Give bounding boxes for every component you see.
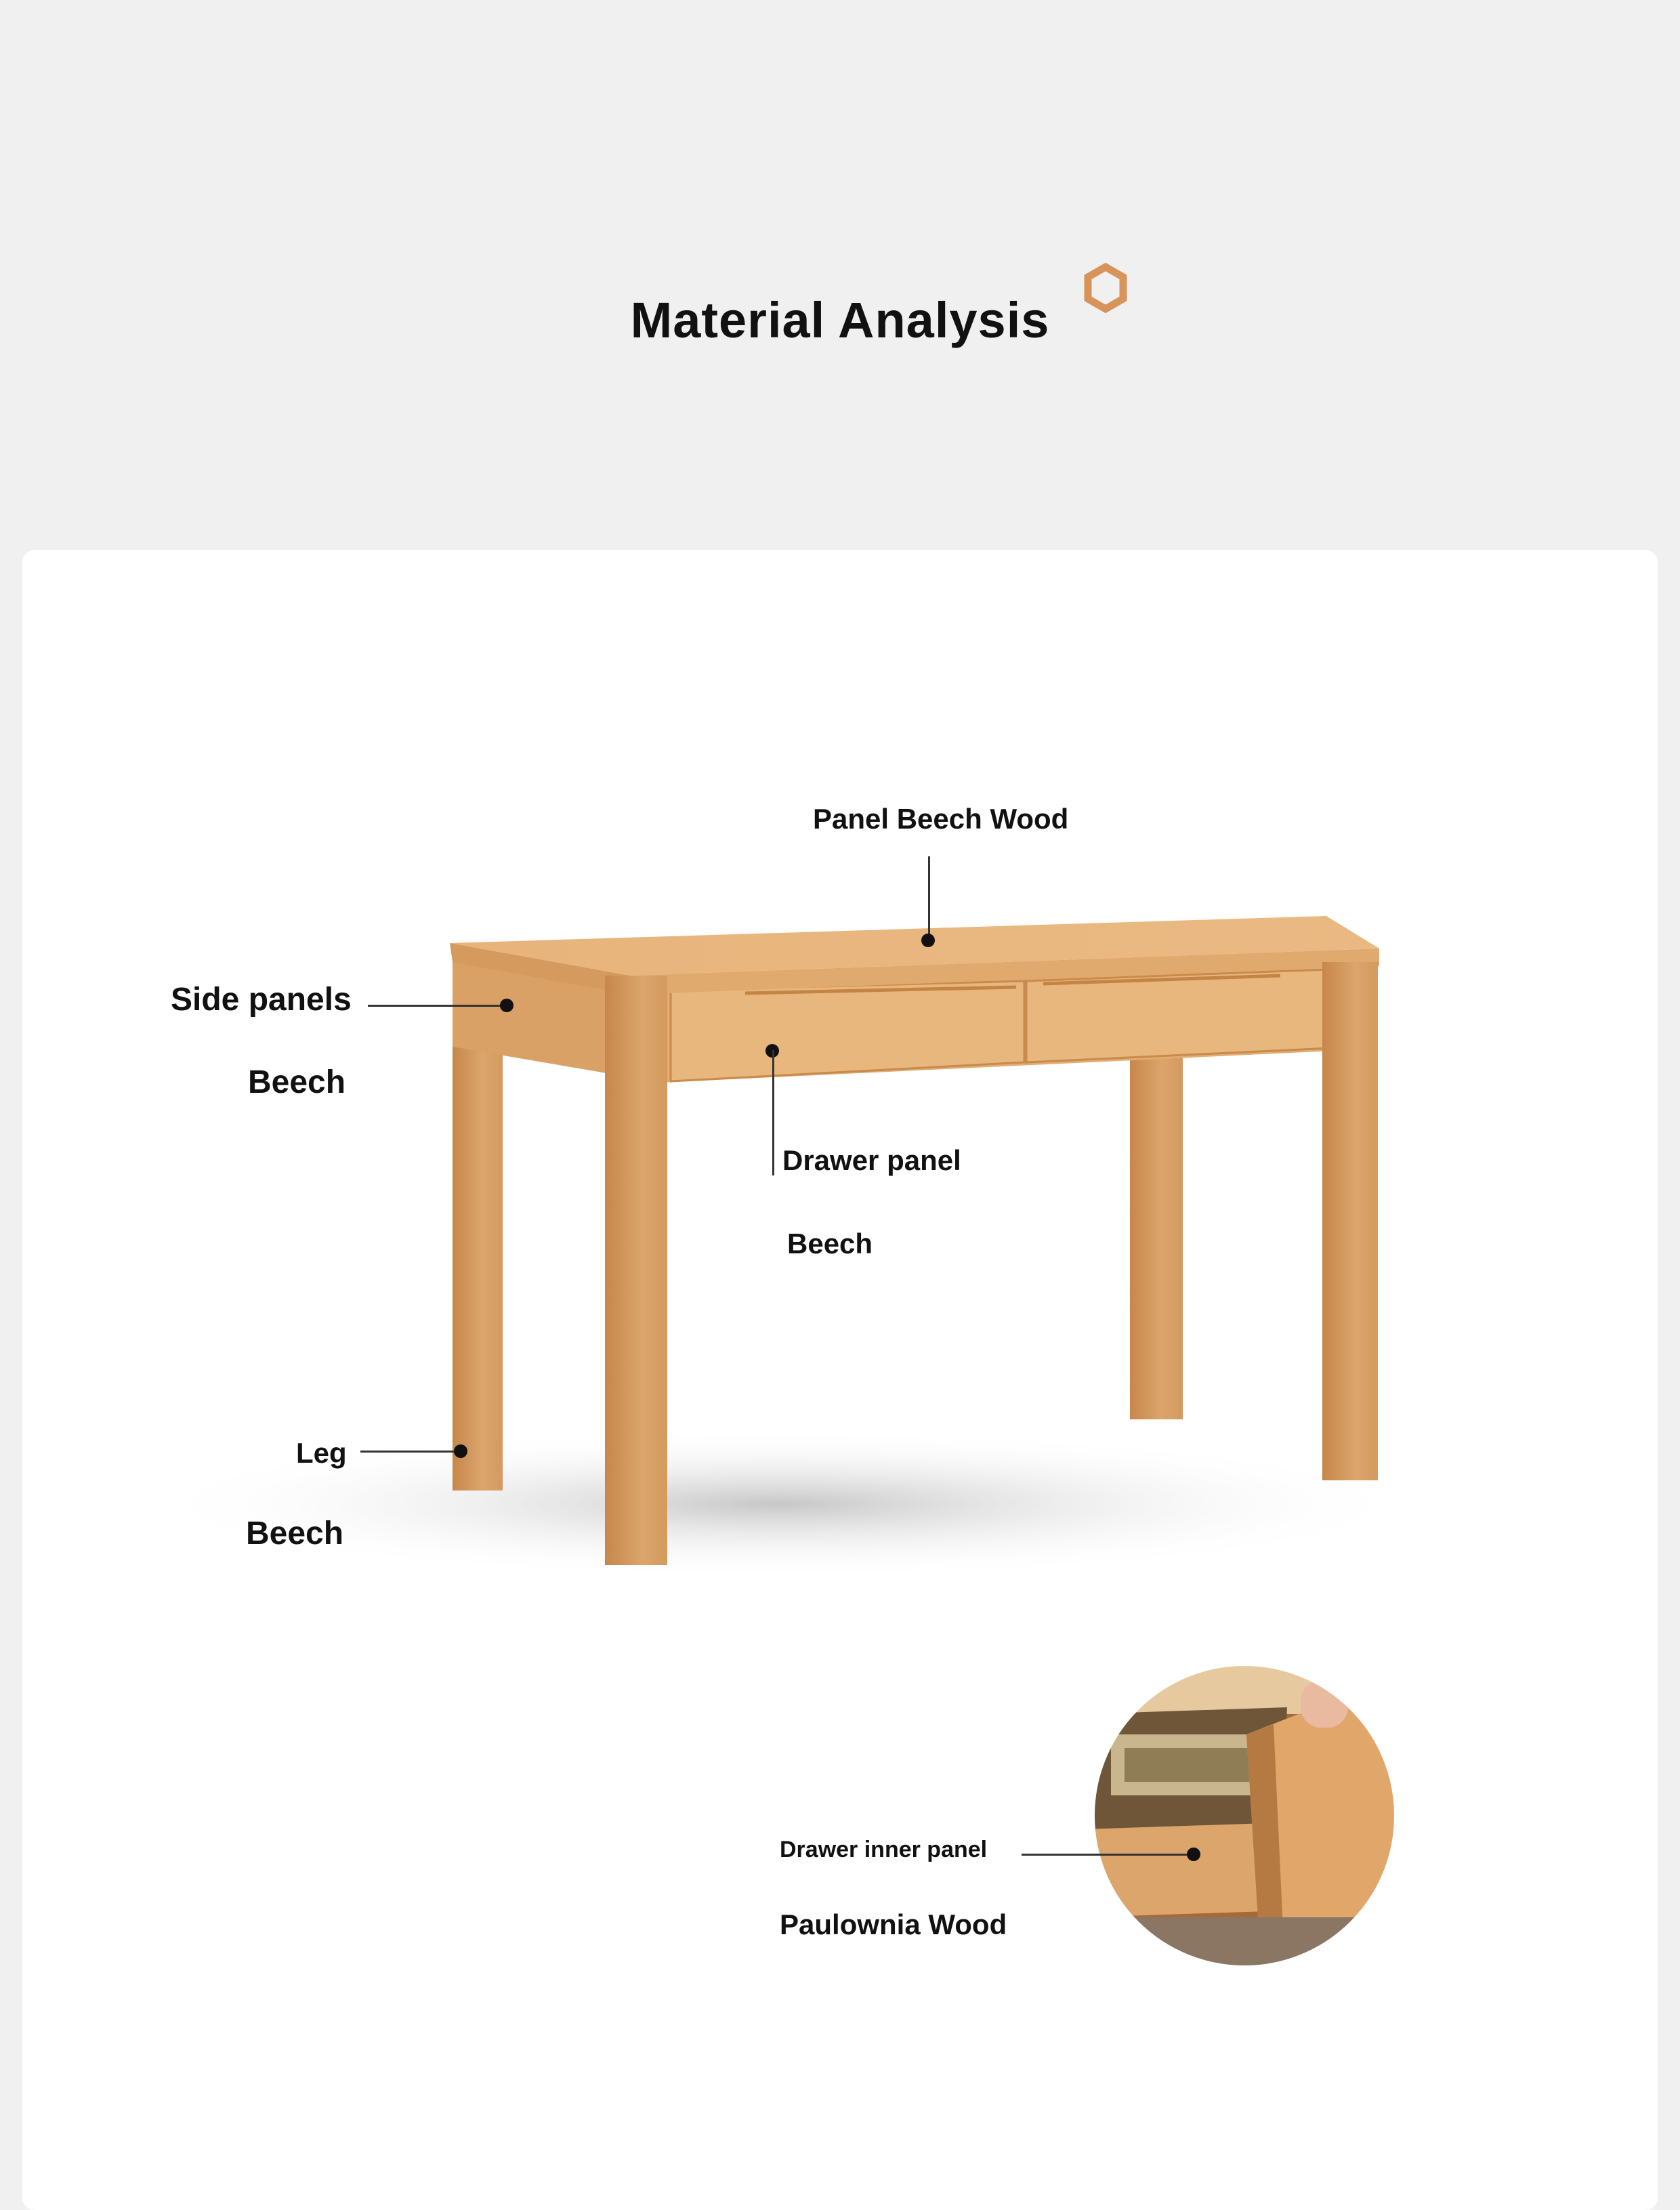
callout-drawer-inner-label: Drawer inner panel xyxy=(780,1837,988,1862)
callout-drawer-inner-line xyxy=(1022,1854,1192,1856)
callout-leg-dot xyxy=(454,1444,467,1458)
callout-drawer-inner-dot xyxy=(1187,1848,1200,1861)
callout-top-panel-line xyxy=(928,856,930,938)
callout-top-panel-label: Panel Beech Wood xyxy=(813,803,1069,835)
callout-leg-line xyxy=(360,1451,461,1453)
callout-drawer-panel-label: Drawer panel xyxy=(782,1144,961,1176)
drawer-closeup-image xyxy=(1084,1653,1409,1985)
desk-leg-front-right xyxy=(1322,962,1378,1480)
callout-top-panel-dot xyxy=(921,934,935,947)
callout-leg-material: Beech xyxy=(246,1516,344,1551)
callout-side-panels-dot xyxy=(500,999,513,1012)
desk-leg-front-left xyxy=(605,976,667,1565)
callout-drawer-panel-material: Beech xyxy=(787,1228,873,1259)
callout-leg-label: Leg xyxy=(296,1437,347,1469)
page-title: Material Analysis xyxy=(630,292,1050,348)
callout-drawer-panel-line xyxy=(772,1050,774,1175)
callout-side-panels-line xyxy=(368,1005,503,1007)
callout-side-panels-label: Side panels xyxy=(171,982,352,1018)
callout-drawer-inner-material: Paulownia Wood xyxy=(780,1909,1007,1940)
desk-leg-back-right xyxy=(1130,1043,1183,1419)
callout-side-panels-material: Beech xyxy=(248,1064,346,1100)
